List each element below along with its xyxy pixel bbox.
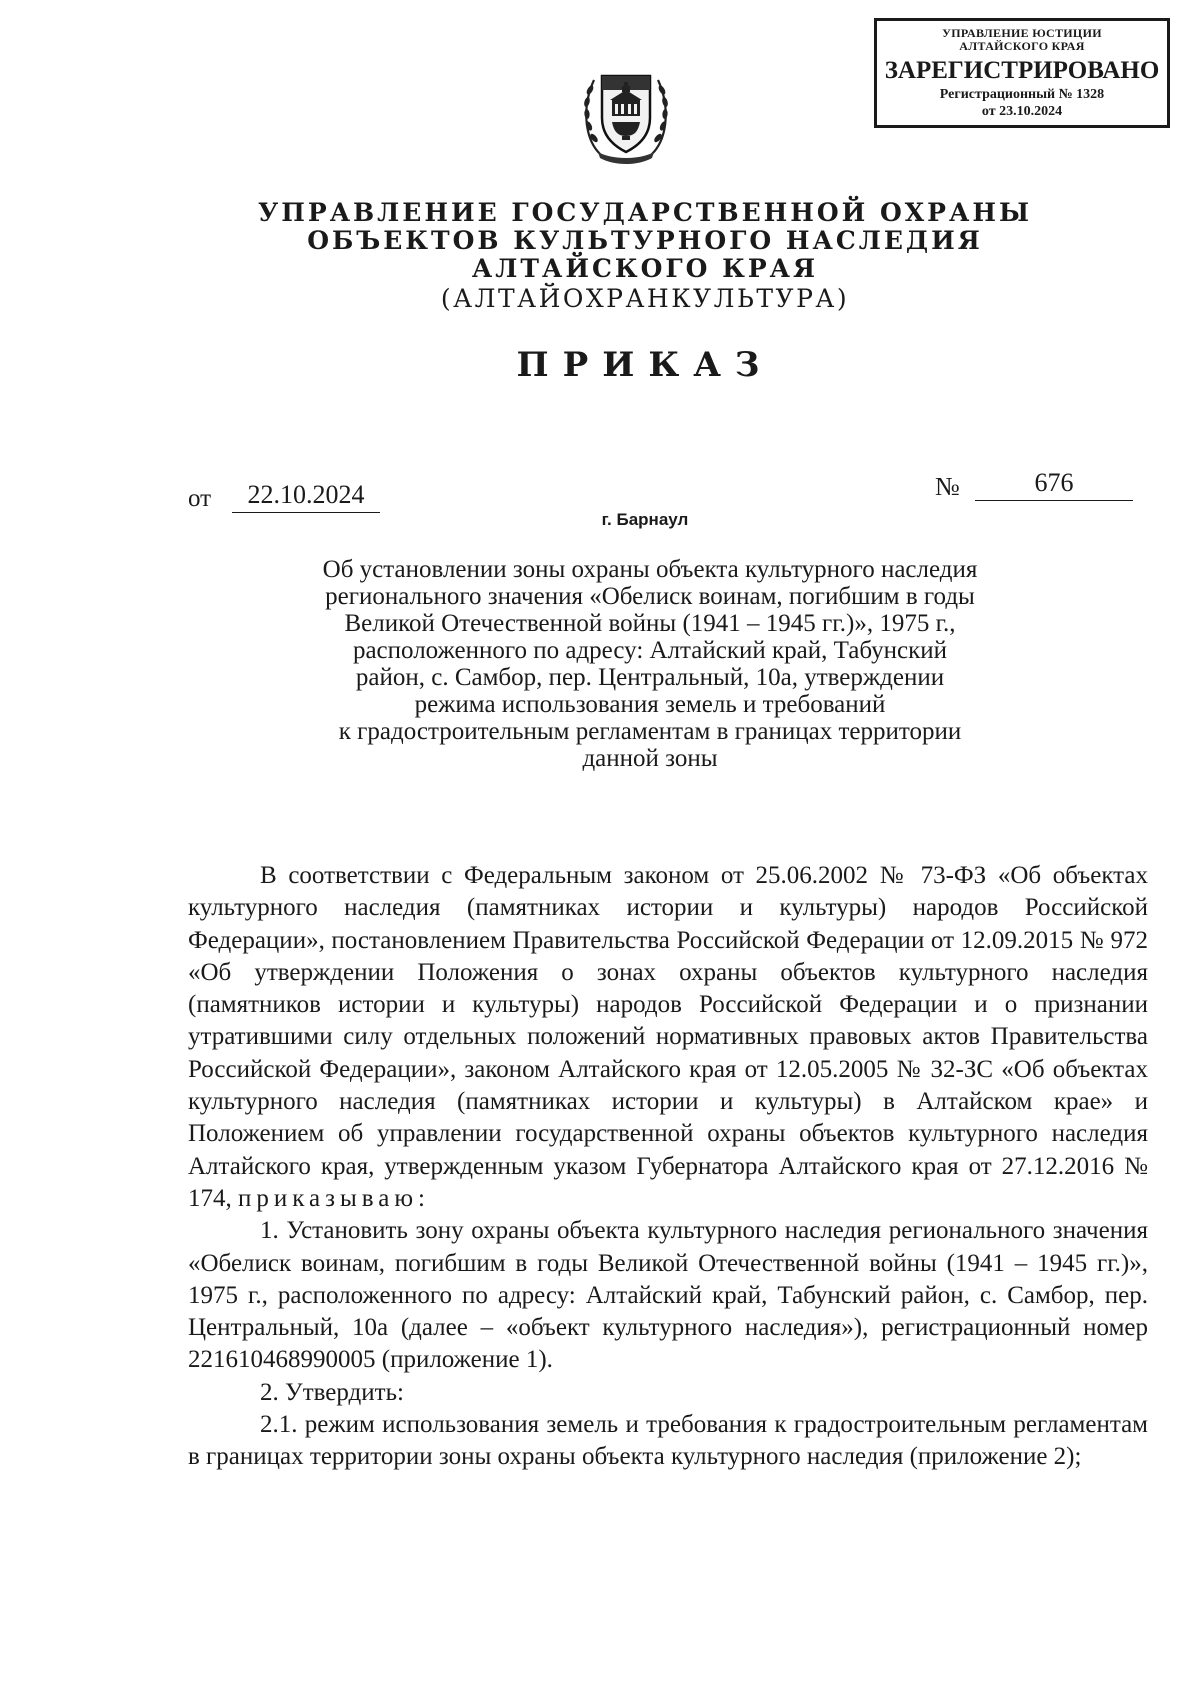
preamble-text: В соответствии с Федеральным законом от 25.06.2002 № 73-ФЗ «Об объектах культурного наследия (памятниках истории и культуры) народов Российской Федерации», постановлением Правительства Российской Федерации от 12.09.2015 № 972 «Об утверждении Положения о зонах охраны объектов культурного наследия (памятников истории и культуры) народов Российской Федерации и о признании утратившими силу отдельных положений нормативных правовых актов Правительства Российской Федерации», законом Алтайского края от 12.05.2005 № 32-ЗС «Об объектах культурного наследия (памятниках истории и культуры) в Алтайском крае» и Положением об управлении государственной охраны объектов культурного наследия Алтайского края, утвержденным указом Губернатора Алтайского края от 27.12.2016 № 174,	[188, 862, 1148, 1212]
stamp-authority-line1: УПРАВЛЕНИЕ ЮСТИЦИИ	[942, 26, 1102, 40]
item-2-paragraph: 2. Утвердить:	[260, 1378, 404, 1406]
item-1-paragraph: 1. Установить зону охраны объекта культурного наследия регионального значения «Обелиск воинам, погибшим в годы Великой Отечественной войны (1941 – 1945 гг.)», 1975 г., расположенного по адресу: Алтайский край, Табунский район, с. Самбор, пер. Центральный, 10а (далее – «объект культурного наследия»), регистрационный номер 221610468990005 (приложение 1).	[188, 1217, 1148, 1374]
item-2-1-paragraph: 2.1. режим использования земель и требования к градостроительным регламентам в границах территории зоны охраны объекта культурного наследия (приложение 2);	[188, 1411, 1148, 1471]
document-subject	[270, 556, 1030, 772]
subject-line: расположенного по адресу: Алтайский край, Табунский	[352, 637, 948, 664]
org-short-name: (АЛТАЙОХРАНКУЛЬТУРА)	[440, 284, 850, 313]
registration-stamp	[874, 18, 1170, 128]
document-number: 676	[975, 468, 1133, 501]
number-prefix: №	[935, 472, 960, 501]
order-word: приказываю:	[238, 1184, 430, 1212]
document-body	[188, 860, 1148, 1474]
document-date: 22.10.2024	[232, 480, 380, 513]
document-city: г. Барнаул	[601, 510, 689, 529]
coat-of-arms-icon	[578, 56, 674, 168]
subject-line: Великой Отечественной войны (1941 – 1945 гг.)», 1975 г.,	[344, 610, 956, 637]
preamble-paragraph	[188, 860, 1148, 1215]
stamp-status: ЗАРЕГИСТРИРОВАНО	[884, 57, 1160, 84]
subject-line: регионального значения «Обелиск воинам, погибшим в годы	[325, 583, 975, 610]
stamp-authority-line2: АЛТАЙСКОГО КРАЯ	[959, 39, 1085, 53]
org-name-line3: АЛТАЙСКОГО КРАЯ	[471, 254, 819, 283]
org-name-line2: ОБЪЕКТОВ КУЛЬТУРНОГО НАСЛЕДИЯ	[307, 226, 983, 255]
subject-line: Об установлении зоны охраны объекта культурного наследия	[322, 556, 978, 583]
stamp-reg-date: от 23.10.2024	[981, 104, 1063, 119]
date-prefix: от	[188, 485, 212, 512]
document-type-title: ПРИКАЗ	[516, 345, 774, 385]
stamp-reg-number: Регистрационный № 1328	[939, 87, 1105, 102]
subject-line: данной зоны	[582, 745, 718, 772]
subject-line: район, с. Самбор, пер. Центральный, 10а, утверждении	[355, 664, 945, 691]
subject-line: режима использования земель и требований	[414, 691, 886, 718]
subject-line: к градостроительным регламентам в границах территории	[338, 718, 962, 745]
org-name-line1: УПРАВЛЕНИЕ ГОСУДАРСТВЕННОЙ ОХРАНЫ	[258, 198, 1032, 227]
